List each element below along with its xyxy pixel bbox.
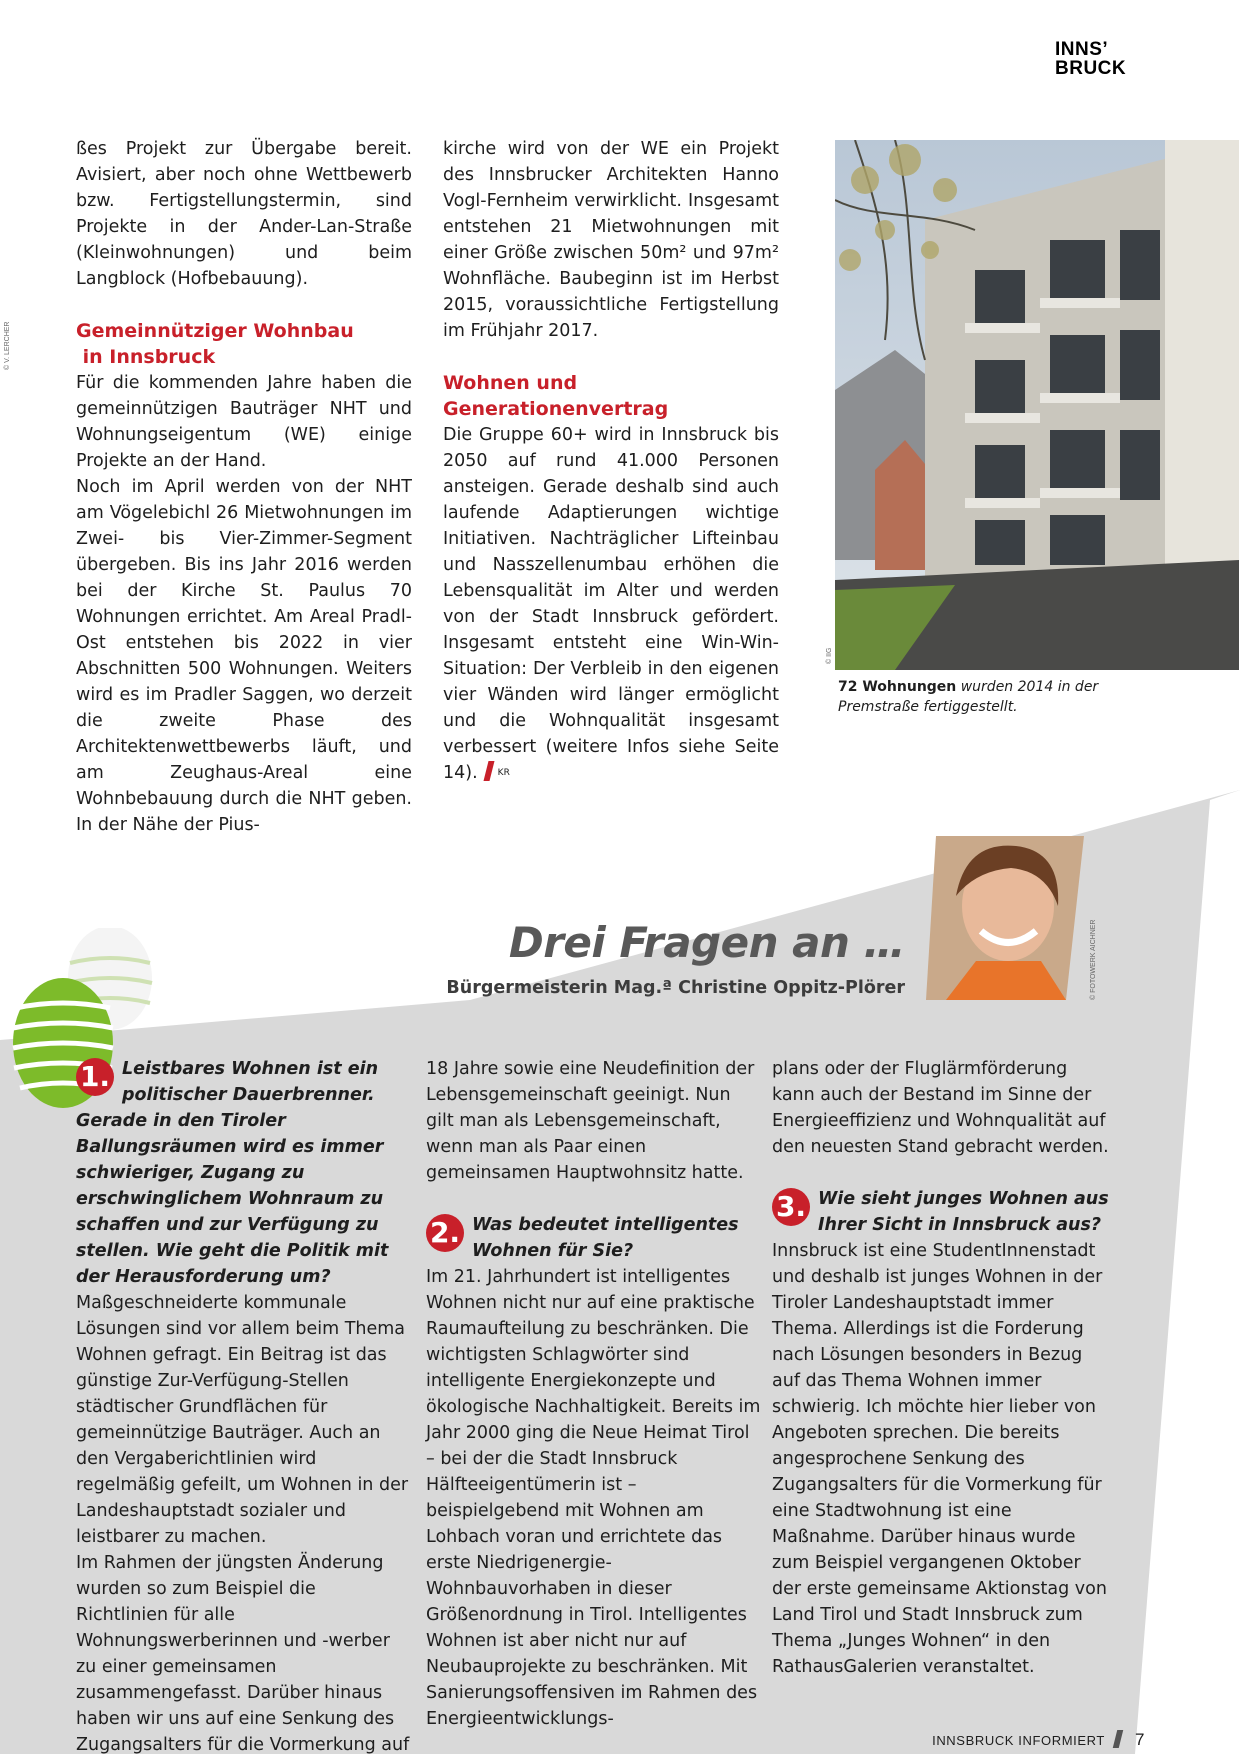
article-paragraph-text: Die Gruppe 60+ wird in Innsbruck bis 2050 auf rund 41.000 Personen ansteigen. Gerade deshalb sind auch laufende Adaptierungen wichtige Initiativen. Nachträglicher Lifteinbau und Nasszellenumbau erhöhen die Lebensqualität im Alter und werden von der Stadt Innsbruck gefördert. Insgesamt entsteht eine Win-Win-Situation: Der Verbleib in den eigenen vier Wänden wird länger ermöglicht und die Wohnqualität insgesamt verbessert (weitere Infos siehe Seite 14). xyxy=(443,425,779,783)
answer-paragraph: Maßgeschneiderte kommunale Lösungen sind vor allem beim Thema Wohnen gefragt. Ein Beitrag ist das günstige Zur-Verfügung-Stellen städtischer Grundflächen für gemeinnützige Bauträger. Auch an den Vergaberichtlinien wird regelmäßig gefeilt, um Wohnen in der Landeshauptstadt sozialer und leistbarer zu machen. xyxy=(76,1293,409,1547)
heading-line: Gemeinnütziger Wohnbau xyxy=(76,320,354,342)
answer-paragraph: Im Rahmen der jüngsten Änderung wurden so zum Beispiel die Richtlinien für alle Wohnungswerberinnen und -werber zu einer gemeinsamen zusammengefasst. Darüber hinaus haben wir uns auf eine Senkung des Zugangsalters für die Vormerkung auf xyxy=(76,1553,410,1755)
article-column-1 xyxy=(76,136,412,838)
heading-line: Wohnen und xyxy=(443,372,578,394)
question-text: Was bedeutet intelligentes Wohnen für Sie? xyxy=(472,1215,739,1261)
interview-column-2 xyxy=(426,1056,762,1732)
section-heading-gemeinnuetziger-wohnbau xyxy=(76,318,412,370)
footer-label: INNSBRUCK INFORMIERT xyxy=(932,1733,1105,1748)
article-column-2 xyxy=(443,136,779,786)
logo-line-2: BRUCK xyxy=(1055,58,1127,79)
caption-text: wurden 2014 in der Premstraße fertiggestellt. xyxy=(838,679,1099,715)
photo-credit-lercher: © V. LERCHER xyxy=(4,321,11,370)
footer-slash-icon xyxy=(1113,1730,1123,1748)
photo-credit-fotowerk: © FOTOWERK AICHNER xyxy=(1090,919,1097,1000)
question-number-3: 3. xyxy=(772,1188,810,1226)
question-number-1: 1. xyxy=(76,1058,114,1096)
answer-paragraph: Innsbruck ist eine StudentInnenstadt und deshalb ist junges Wohnen in der Tiroler Landeshauptstadt immer Thema. Allerdings ist die Forderung nach Lösungen besonders in Bezug auf das Thema Wohnen immer schwierig. Ich möchte hier lieber von Angeboten sprechen. Die bereits angesprochene Senkung des Zugangsalters für die Vormerkung für eine Stadtwohnung ist eine Maßnahme. Darüber hinaus wurde zum Beispiel vergangenen Oktober der erste gemeinsame Aktionstag von Land Tirol und Stadt Innsbruck zum Thema „Junges Wohnen“ in den RathausGalerien veranstaltet. xyxy=(772,1241,1107,1677)
article-paragraph xyxy=(443,422,779,786)
photo-credit-iig: © IIG xyxy=(826,647,833,664)
photo-caption xyxy=(838,677,1168,717)
interview-column-3 xyxy=(772,1056,1112,1680)
heading-line: in Innsbruck xyxy=(76,346,216,368)
article-paragraph: ßes Projekt zur Übergabe bereit. Avisiert, aber noch ohne Wettbewerb bzw. Fertigstellungstermin, sind Projekte in der Ander-Lan-Straße (Kleinwohnungen) und beim Langblock (Hofbebauung). xyxy=(76,139,412,289)
caption-bold: 72 Wohnungen xyxy=(838,679,957,695)
answer-paragraph: plans oder der Fluglärmförderung kann auch der Bestand im Sinne der Energieeffizienz und Wohnqualität auf den neuesten Stand gebracht werden. xyxy=(772,1059,1109,1157)
question-3 xyxy=(772,1186,1112,1238)
article-paragraph: Für die kommenden Jahre haben die gemeinnützigen Bauträger NHT und Wohnungseigentum (WE) einige Projekte an der Hand. xyxy=(76,373,412,471)
question-1 xyxy=(76,1056,412,1290)
heading-line: Generationenvertrag xyxy=(443,398,669,420)
portrait-illustration xyxy=(926,836,1084,1000)
logo-line-1: INNS’ xyxy=(1055,39,1109,60)
innsbruck-logo xyxy=(1055,40,1145,78)
portrait-photo xyxy=(926,836,1084,1000)
interview-title: Drei Fragen an … xyxy=(508,918,905,967)
article-paragraph: kirche wird von der WE ein Projekt des Innsbrucker Architekten Hanno Vogl-Fernheim verwirklicht. Insgesamt entstehen 21 Mietwohnungen mit einer Größe zwischen 50m² und 97m² Wohnfläche. Baubeginn ist im Herbst 2015, voraussichtliche Fertigstellung im Frühjahr 2017. xyxy=(443,139,779,341)
question-number-2: 2. xyxy=(426,1214,464,1252)
interview-column-1 xyxy=(76,1056,412,1758)
article-paragraph: Noch im April werden von der NHT am Vögelebichl 26 Mietwohnungen im Zwei- bis Vier-Zimmer-Segment übergeben. Bis ins Jahr 2016 werden bei der Kirche St. Paulus 70 Wohnungen errichtet. Am Areal Pradl-Ost entstehen bis 2022 in vier Abschnitten 500 Wohnungen. Weiters wird es im Pradler Saggen, wo derzeit die zweite Phase des Architektenwettbewerbs läuft, und am Zeughaus-Areal eine Wohnbebauung durch die NHT geben. In der Nähe der Pius- xyxy=(76,477,412,835)
question-text: Wie sieht junges Wohnen aus Ihrer Sicht in Innsbruck aus? xyxy=(818,1189,1109,1235)
section-heading-wohnen-generationenvertrag xyxy=(443,370,779,422)
author-initials: KR xyxy=(497,768,510,778)
end-mark-icon xyxy=(483,761,494,781)
answer-paragraph: Im 21. Jahrhundert ist intelligentes Wohnen nicht nur auf eine praktische Raumaufteilung zu beschränken. Die wichtigsten Schlagwörter sind intelligente Energiekonzepte und ökologische Nachhaltigkeit. Bereits im Jahr 2000 ging die Neue Heimat Tirol – bei der die Stadt Innsbruck Hälfteeigentümerin ist – beispielgebend mit Wohnen am Lohbach voran und errichtete das erste Niedrigenergie-Wohnbauvorhaben in dieser Größenordnung in Tirol. Intelligentes Wohnen ist aber nicht nur auf Neubauprojekte zu beschränken. Mit Sanierungsoffensiven im Rahmen des Energieentwicklungs- xyxy=(426,1267,761,1729)
building-illustration xyxy=(835,140,1239,670)
question-text: Leistbares Wohnen ist ein politischer Dauerbrenner. Gerade in den Tiroler Ballungsräumen wird es immer schwieriger, Zugang zu erschwinglichem Wohnraum zu schaffen und zur Verfügung zu stellen. Wie geht die Politik mit der Herausforderung um? xyxy=(76,1059,389,1287)
page-number: 7 xyxy=(1134,1730,1145,1749)
building-photo xyxy=(835,140,1239,670)
page-footer xyxy=(932,1730,1145,1750)
interview-subtitle: Bürgermeisterin Mag.ª Christine Oppitz-Plörer xyxy=(446,978,905,998)
answer-paragraph: 18 Jahre sowie eine Neudefinition der Lebensgemeinschaft geeinigt. Nun gilt man als Lebensgemeinschaft, wenn man als Paar einen gemeinsamen Hauptwohnsitz hatte. xyxy=(426,1059,755,1183)
question-2 xyxy=(426,1212,762,1264)
